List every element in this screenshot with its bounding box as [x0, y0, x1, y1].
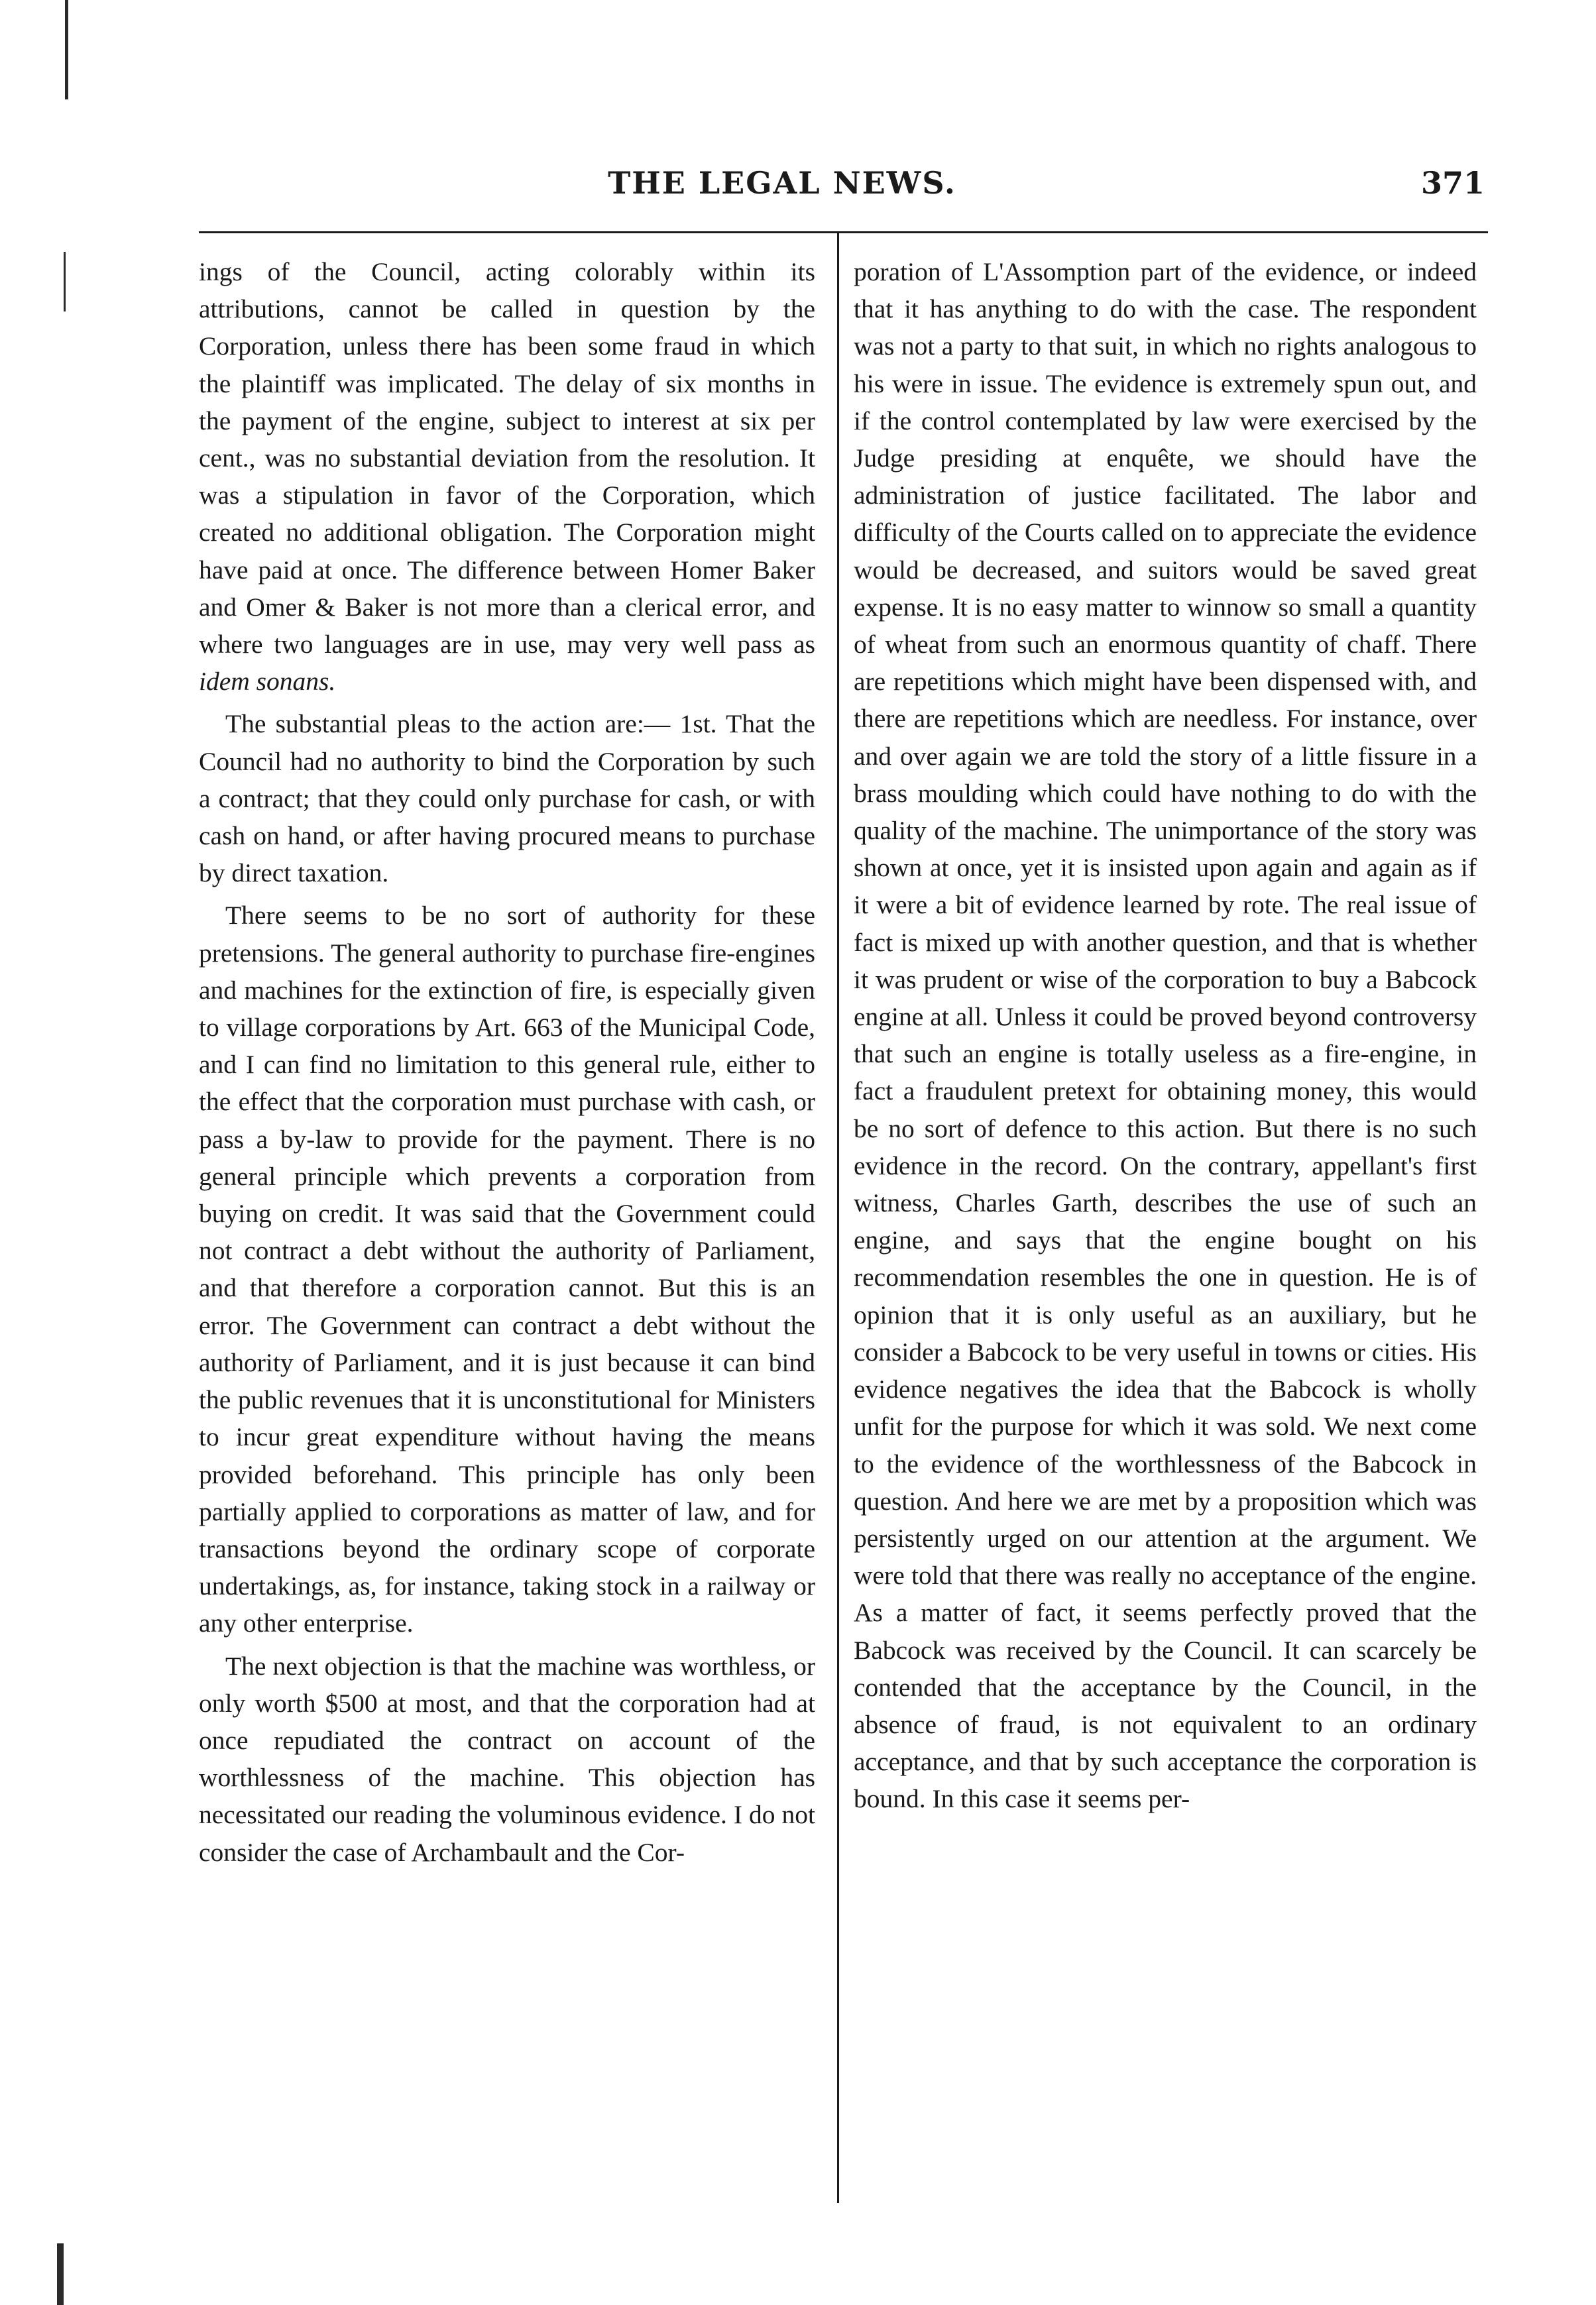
paragraph: There seems to be no sort of authority for these pretensions. The general authority to purchase fire-engines and machines for the extinction of fire, is especially given to village corporations by Art. 663 of the Municipal Code, and I can find no limitation to this general rule, either to the effect that the corporation must purchase with cash, or pass a by-law to provide for the payment. There is no general principle which prevents a corporation from buying on credit. It was said that the Government could not contract a debt without the authority of Parliament, and that therefore a corporation cannot. But this is an error. The Government can contract a debt without the authority of Parliament, and it is just because it can bind the public revenues that it is unconstitutional for Ministers to incur great expenditure without having the means provided beforehand. This principle has only been partially applied to corporations as matter of law, and for transactions beyond the ordinary scope of corporate undertakings, as, for instance, taking stock in a railway or any other enterprise.	[199, 901, 815, 1638]
header-rule	[199, 231, 1488, 233]
paragraph: poration of L'Assomption part of the evidence, or indeed that it has anything to do with the case. The respondent was not a party to that suit, in which no rights analogous to his were in issue. The evidence is extremely spun out, and if the control contemplated by law were exercised by the Judge presiding at enquête, we should have the administration of justice facilitated. The labor and difficulty of the Courts called on to appreciate the evidence would be decreased, and suitors would be saved great expense. It is no easy matter to winnow so small a quantity of wheat from such an enormous quantity of chaff. There are repetitions which might have been dispensed with, and there are repetitions which are needless. For instance, over and over again we are told the story of a little fissure in a brass moulding which could have nothing to do with the quality of the machine. The unimportance of the story was shown at once, yet it is insisted upon again and again as if it were a bit of evidence learned by rote. The real issue of fact is mixed up with another question, and that is whether it was prudent or wise of the corporation to buy a Babcock engine at all. Unless it could be proved beyond controversy that such an engine is totally useless as a fire-engine, in fact a fraudulent pretext for obtaining money, this would be no sort of defence to this action. But there is no such evidence in the record. On the contrary, appellant's first witness, Charles Garth, describes the use of such an engine, and says that the engine bought on his recommendation resembles the one in question. He is of opinion that it is only useful as an auxiliary, but he consider a Babcock to be very useful in towns or cities. His evidence negatives the idea that the Babcock is wholly unfit for the purpose for which it was sold. We next come to the evidence of the worthlessness of the Babcock in question. And here we are met by a proposition which was persistently urged on our attention at the argument. We were told that there was really no acceptance of the engine. As a matter of fact, it seems perfectly proved that the Babcock was received by the Council. It can scarcely be contended that the acceptance by the Council, in the absence of fraud, is not equivalent to an ordinary acceptance, and that by such acceptance the corporation is bound. In this case it seems per-	[854, 257, 1477, 1814]
paragraph-text: ings of the Council, acting colorably within its attributions, cannot be called in question by the Corporation, unless there has been some fraud in which the plaintiff was implicated. The delay of six months in the payment of the engine, subject to interest at six per cent., was no substantial deviation from the resolution. It was a stipulation in favor of the Corporation, which created no additional obligation. The Corporation might have paid at once. The difference between Homer Baker and Omer & Baker is not more than a clerical error, and where two languages are in use, may very well pass as	[199, 257, 815, 659]
right-column	[854, 253, 1477, 1823]
column-divider	[837, 231, 839, 2203]
page-number: 371	[1420, 165, 1485, 201]
publication-title: THE LEGAL NEWS.	[608, 165, 956, 201]
paragraph: The next objection is that the machine was worthless, or only worth $500 at most, and that the corporation had at once repudiated the contract on account of the worthlessness of the machine. This objection has necessitated our reading the voluminous evidence. I do not consider the case of Archambault and the Cor-	[199, 1651, 815, 1867]
scan-edge-mark	[65, 0, 68, 99]
paragraph: The substantial pleas to the action are:— 1st. That the Council had no authority to bind the Corporation by such a contract; that they could only purchase for cash, or with cash on hand, or after having procured means to purchase by direct taxation.	[199, 709, 815, 888]
scan-edge-mark	[64, 252, 66, 311]
paragraph	[199, 253, 815, 700]
latin-phrase: idem sonans.	[199, 667, 336, 697]
scan-edge-mark	[57, 2243, 64, 2305]
left-column	[199, 253, 815, 1876]
running-head	[199, 161, 1485, 214]
